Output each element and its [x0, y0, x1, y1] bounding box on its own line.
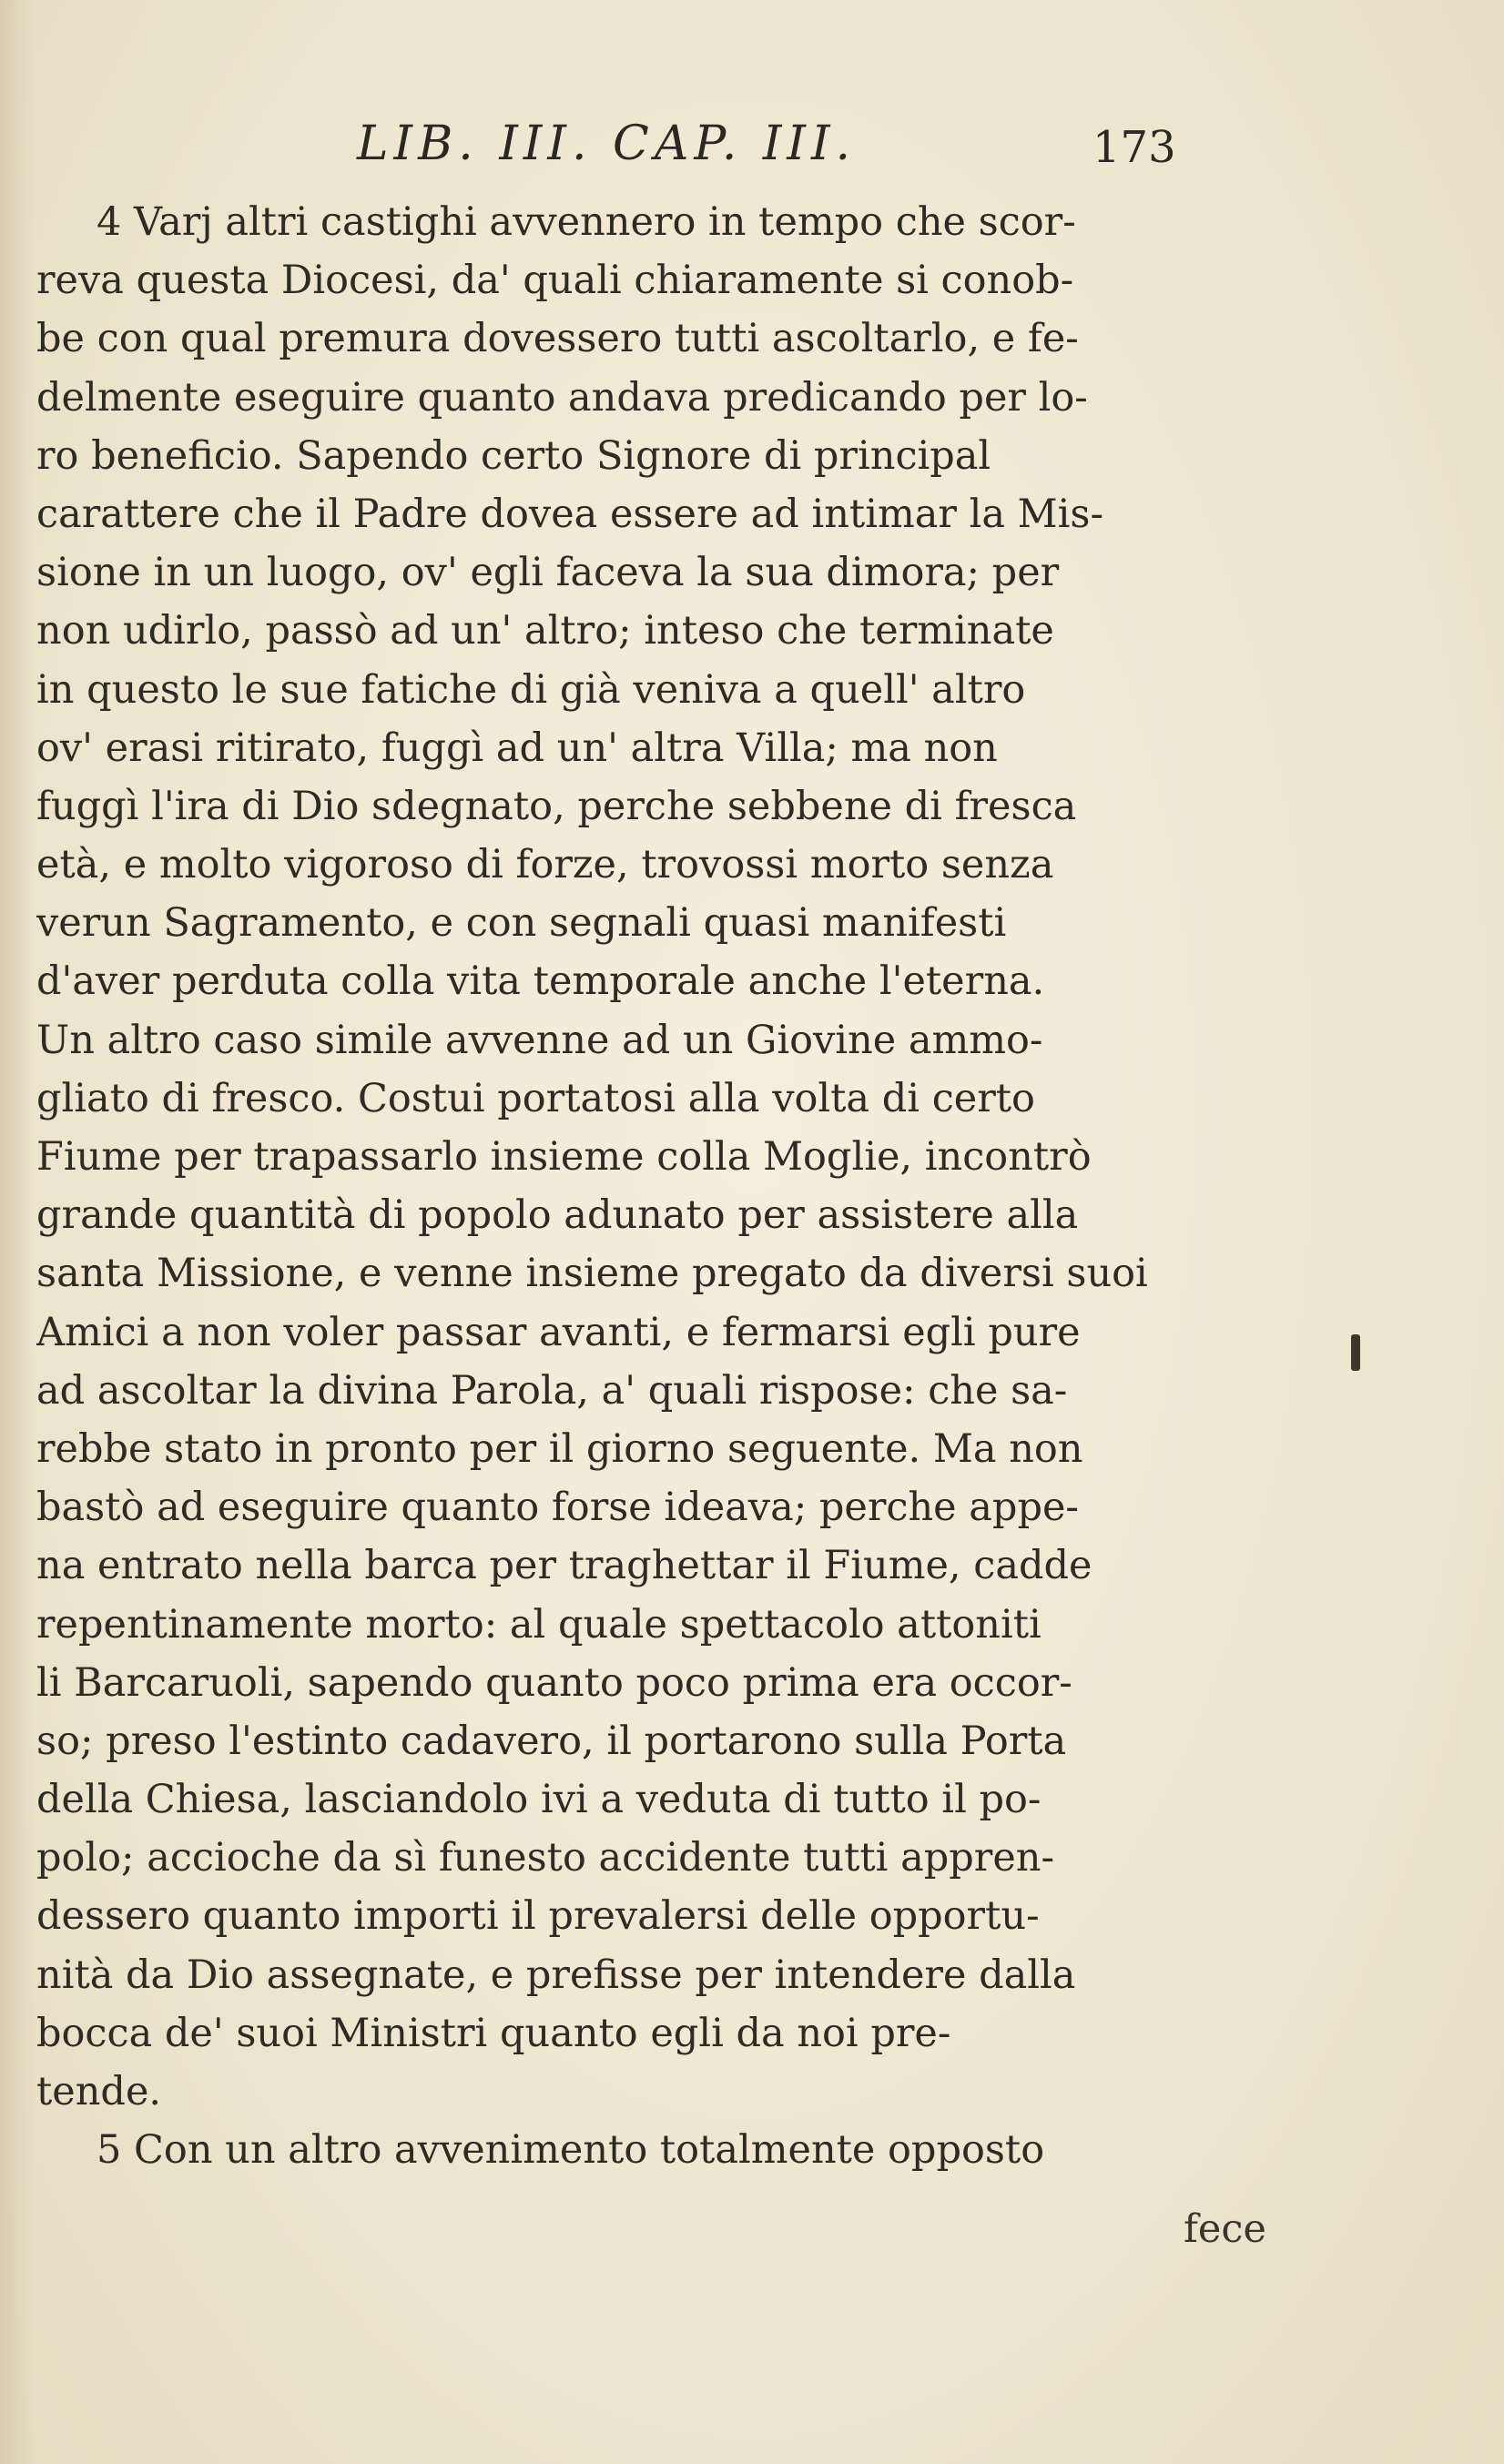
gutter-shadow [0, 0, 35, 2464]
text-line: verun Sagramento, e con segnali quasi manifesti [36, 900, 1007, 947]
text-line: ad ascoltar la divina Parola, a' quali rispose: che sa- [36, 1367, 1068, 1414]
text-line: delmente eseguire quanto andava predicando per lo- [36, 374, 1088, 421]
text-line: nità da Dio assegnate, e prefisse per intendere dalla [36, 1952, 1076, 1998]
text-line: fuggì l'ira di Dio sdegnato, perche sebbene di fresca [36, 783, 1077, 829]
text-line: repentinamente morto: al quale spettacolo attoniti [36, 1601, 1042, 1648]
text-line: 5 Con un altro avvenimento totalmente opposto [97, 2127, 1045, 2174]
text-line: grande quantità di popolo adunato per assistere alla [36, 1192, 1079, 1239]
text-line: Un altro caso simile avvenne ad un Giovine ammo- [36, 1017, 1043, 1063]
catchword: fece [1184, 2206, 1266, 2252]
text-line: bocca de' suoi Ministri quanto egli da noi pre- [36, 2010, 951, 2056]
text-line: dessero quanto importi il prevalersi delle opportu- [36, 1893, 1040, 1940]
text-line: be con qual premura dovessero tutti ascoltarlo, e fe- [36, 316, 1079, 362]
text-line: polo; accioche da sì funesto accidente tutti appren- [36, 1835, 1054, 1881]
text-line: della Chiesa, lasciandolo ivi a veduta di tutto il po- [36, 1777, 1042, 1823]
text-line: na entrato nella barca per traghettar il Fiume, cadde [36, 1543, 1092, 1589]
text-line: età, e molto vigoroso di forze, trovossi morto senza [36, 842, 1054, 888]
text-line: sione in un luogo, ov' egli faceva la sua dimora; per [36, 550, 1060, 596]
text-line: ov' erasi ritirato, fuggì ad un' altra Villa; ma non [36, 725, 998, 771]
text-line: in questo le sue fatiche di già veniva a quell' altro [36, 666, 1026, 713]
page-header [0, 117, 1504, 189]
text-line: carattere che il Padre dovea essere ad intimar la Mis- [36, 491, 1104, 537]
text-line: d'aver perduta colla vita temporale anche l'eterna. [36, 958, 1045, 1005]
text-line: Fiume per trapassarlo insieme colla Moglie, incontrò [36, 1134, 1092, 1180]
text-line: bastò ad eseguire quanto forse ideava; perche appe- [36, 1485, 1079, 1531]
text-line: santa Missione, e venne insieme pregato da diversi suoi [36, 1251, 1148, 1297]
body-text [36, 193, 1284, 2179]
text-line: rebbe stato in pronto per il giorno seguente. Ma non [36, 1425, 1083, 1472]
text-line: ro beneficio. Sapendo certo Signore di principal [36, 432, 991, 479]
page-number: 173 [1092, 122, 1176, 173]
text-line: li Barcaruoli, sapendo quanto poco prima era occor- [36, 1659, 1072, 1706]
text-line: reva questa Diocesi, da' quali chiaramente si conob- [36, 258, 1074, 304]
running-head: LIB. III. CAP. III. [357, 117, 857, 171]
text-line: Amici a non voler passar avanti, e fermarsi egli pure [36, 1309, 1081, 1355]
text-line: 4 Varj altri castighi avvennero in tempo che scor- [97, 199, 1076, 245]
text-line: so; preso l'estinto cadavero, il portarono sulla Porta [36, 1718, 1067, 1764]
margin-ink-mark [1351, 1334, 1360, 1371]
text-line: gliato di fresco. Costui portatosi alla volta di certo [36, 1075, 1035, 1121]
text-line: tende. [36, 2069, 162, 2114]
text-line: non udirlo, passò ad un' altro; inteso che terminate [36, 608, 1054, 654]
